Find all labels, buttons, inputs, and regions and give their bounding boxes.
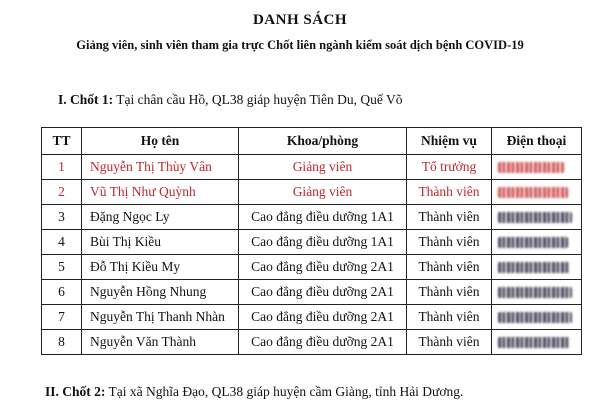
cell-tt: 8 — [42, 330, 82, 355]
cell-phone — [492, 230, 582, 255]
cell-role: Thành viên — [407, 305, 492, 330]
section-1-label: I. Chốt 1: — [58, 92, 114, 107]
section-1-heading — [58, 92, 402, 108]
table-row — [42, 205, 582, 230]
redacted-phone — [498, 337, 570, 348]
table-row — [42, 230, 582, 255]
header-department: Khoa/phòng — [239, 128, 407, 155]
cell-tt: 1 — [42, 155, 82, 180]
cell-name: Đỗ Thị Kiều My — [82, 255, 239, 280]
cell-department: Cao đẳng điều dưỡng 2A1 — [239, 305, 407, 330]
header-role: Nhiệm vụ — [407, 128, 492, 155]
table-row — [42, 155, 582, 180]
cell-role: Tổ trưởng — [407, 155, 492, 180]
redacted-phone — [498, 262, 570, 273]
cell-name: Nguyễn Hồng Nhung — [82, 280, 239, 305]
cell-department: Giảng viên — [239, 155, 407, 180]
table-row — [42, 280, 582, 305]
cell-phone — [492, 205, 582, 230]
cell-name: Vũ Thị Như Quỳnh — [82, 180, 239, 205]
cell-role: Thành viên — [407, 230, 492, 255]
redacted-phone — [498, 162, 564, 173]
personnel-table — [41, 127, 582, 355]
cell-tt: 5 — [42, 255, 82, 280]
table-row — [42, 305, 582, 330]
table-row — [42, 180, 582, 205]
cell-role: Thành viên — [407, 255, 492, 280]
table-row — [42, 255, 582, 280]
cell-phone — [492, 330, 582, 355]
cell-phone — [492, 155, 582, 180]
section-1-text: Tại chân cầu Hồ, QL38 giáp huyện Tiên Du, Quế Võ — [113, 92, 403, 107]
document-subtitle: Giảng viên, sinh viên tham gia trực Chốt liên ngành kiểm soát dịch bệnh COVID-19 — [76, 38, 524, 52]
cell-department: Giảng viên — [239, 180, 407, 205]
cell-department: Cao đẳng điều dưỡng 2A1 — [239, 255, 407, 280]
cell-name: Đặng Ngọc Ly — [82, 205, 239, 230]
table-row — [42, 330, 582, 355]
cell-tt: 6 — [42, 280, 82, 305]
cell-department: Cao đẳng điều dưỡng 2A1 — [239, 330, 407, 355]
redacted-phone — [498, 237, 568, 248]
redacted-phone — [498, 312, 572, 323]
table-header-row — [42, 128, 582, 155]
cell-tt: 2 — [42, 180, 82, 205]
redacted-phone — [498, 187, 568, 198]
cell-phone — [492, 305, 582, 330]
cell-name: Nguyễn Văn Thành — [82, 330, 239, 355]
header-name: Họ tên — [82, 128, 239, 155]
cell-name: Bùi Thị Kiều — [82, 230, 239, 255]
cell-role: Thành viên — [407, 280, 492, 305]
cell-role: Thành viên — [407, 330, 492, 355]
cell-role: Thành viên — [407, 180, 492, 205]
cell-role: Thành viên — [407, 205, 492, 230]
header-phone: Điện thoại — [492, 128, 582, 155]
cell-tt: 3 — [42, 205, 82, 230]
redacted-phone — [498, 287, 572, 298]
cell-name: Nguyễn Thị Thanh Nhàn — [82, 305, 239, 330]
cell-tt: 7 — [42, 305, 82, 330]
cell-tt: 4 — [42, 230, 82, 255]
section-2-heading — [45, 384, 463, 400]
header-tt: TT — [42, 128, 82, 155]
cell-department: Cao đẳng điều dưỡng 1A1 — [239, 230, 407, 255]
cell-name: Nguyễn Thị Thùy Vân — [82, 155, 239, 180]
redacted-phone — [498, 212, 572, 223]
document-title: DANH SÁCH — [252, 12, 348, 28]
cell-phone — [492, 180, 582, 205]
cell-department: Cao đẳng điều dưỡng 1A1 — [239, 205, 407, 230]
cell-phone — [492, 255, 582, 280]
section-2-label: II. Chốt 2: — [45, 384, 106, 399]
cell-phone — [492, 280, 582, 305]
section-2-text: Tại xã Nghĩa Đạo, QL38 giáp huyện cầm Giàng, tỉnh Hải Dương. — [105, 384, 464, 399]
cell-department: Cao đẳng điều dưỡng 2A1 — [239, 280, 407, 305]
